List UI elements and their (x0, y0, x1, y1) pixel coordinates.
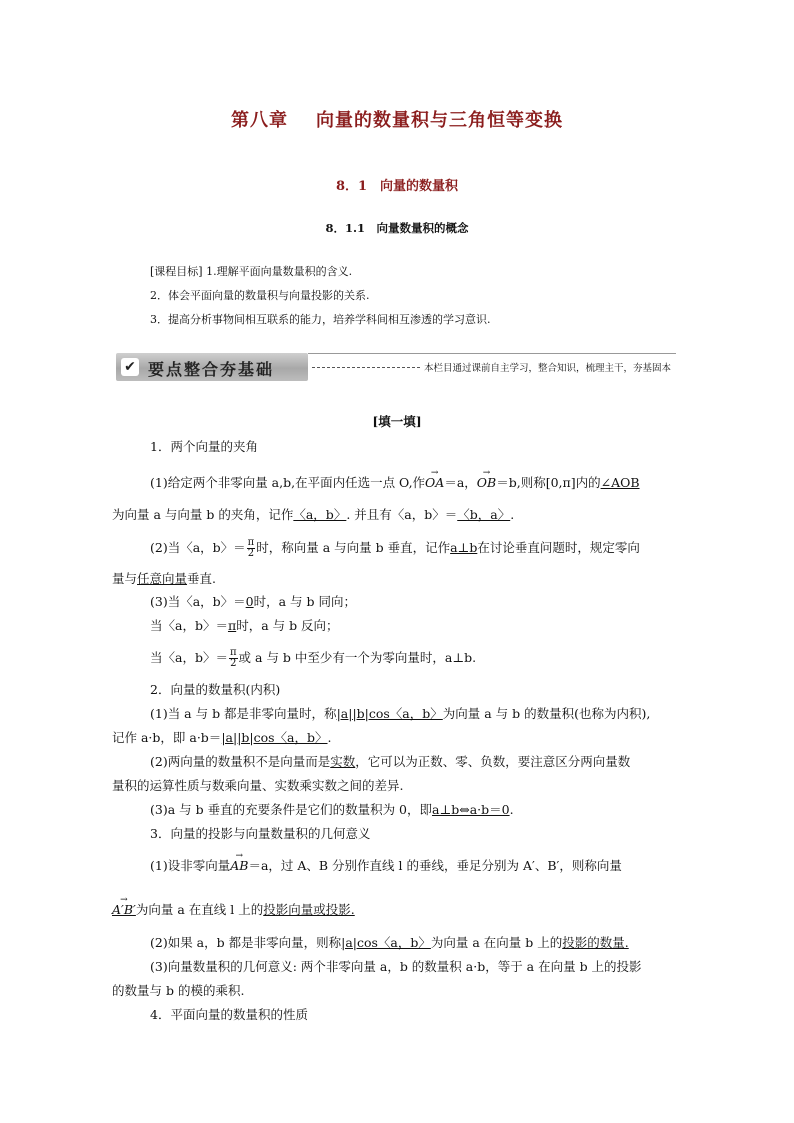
answer-projection: 投影向量或投影. (263, 902, 355, 917)
check-icon: ✔ (121, 358, 139, 376)
heading-4: 4．平面向量的数量积的性质 (150, 1007, 308, 1022)
para-4: 当〈a，b〉＝π时，a 与 b 反向； (150, 618, 339, 633)
heading-3: 3．向量的投影与向量数量积的几何意义 (150, 826, 371, 841)
answer-projection-number: 投影的数量. (562, 935, 629, 950)
vector-ab: → AB (230, 857, 248, 875)
para-7-line-1: (2)两向量的数量积不是向量而是实数，它可以为正数、零、负数，要注意区分两向量数 (150, 754, 631, 769)
answer-dot-definition: |a||b|cos〈a，b〉 (336, 706, 443, 721)
answer-perp: a⊥b (450, 540, 478, 555)
answer-symmetry: 〈b，a〉 (457, 507, 511, 522)
answer-projection-formula: |a|cos〈a，b〉 (341, 935, 431, 950)
banner-label: 要点整合夯基础 (148, 360, 275, 379)
para-8: (3)a 与 b 垂直的充要条件是它们的数量积为 0，即a⊥b⇔a·b＝0. (150, 802, 514, 817)
heading-2: 2．向量的数量积(内积) (150, 682, 281, 697)
fill-title: [填一填] (372, 414, 422, 429)
banner-dash (312, 367, 420, 368)
banner-rule (308, 353, 676, 354)
banner-box (116, 353, 308, 381)
goal-3: 3．提高分析事物间相互联系的能力，培养学科间相互渗透的学习意识. (150, 313, 491, 326)
answer-notation: 〈a，b〉 (293, 507, 347, 522)
section-banner (116, 353, 676, 381)
para-1-line-1: (1)给定两个非零向量 a,b,在平面内任选一点 O,作→ OA＝a，→ OB＝b,则称[0,π]内的∠AOB (150, 474, 640, 492)
vector-ob: → OB (477, 474, 496, 492)
para-9-line-2: → A′B′为向量 a 在直线 l 上的投影向量或投影. (112, 901, 355, 919)
answer-angle-aob: ∠AOB (600, 475, 640, 490)
para-2-line-1: (2)当〈a，b〉＝ $\frac{\pi}{2}$ 时，称向量 a 与向量 b 垂直，记作a⊥b在讨论垂直问题时，规定零向 (150, 537, 640, 559)
answer-any-vector: 任意向量 (137, 571, 188, 586)
para-5: 当〈a，b〉＝ $\frac{\pi}{2}$ 或 a 与 b 中至少有一个为零向量时，a⊥b. (150, 647, 477, 669)
para-6-line-1: (1)当 a 与 b 都是非零向量时，称|a||b|cos〈a，b〉为向量 a 与 b 的数量积(也称为内积), (150, 706, 651, 721)
para-11-line-1: (3)向量数量积的几何意义: 两个非零向量 a，b 的数量积 a·b，等于 a 在向量 b 上的投影 (150, 959, 642, 974)
answer-zero: 0 (245, 594, 254, 609)
para-3: (3)当〈a，b〉＝0时，a 与 b 同向； (150, 594, 356, 609)
chapter-title (0, 106, 794, 132)
para-7-line-2: 量积的运算性质与数乘向量、实数乘实数之间的差异. (112, 778, 404, 793)
subsection-title: 8．1.1 向量数量积的概念 (325, 221, 469, 235)
section-title: 8．1 向量的数量积 (335, 179, 459, 194)
chapter-name: 向量的数量积与三角恒等变换 (316, 110, 563, 131)
para-10: (2)如果 a，b 都是非零向量，则称|a|cos〈a，b〉为向量 a 在向量 b 上的投影的数量. (150, 935, 629, 950)
para-11-line-2: 的数量与 b 的模的乘积. (112, 983, 245, 998)
vector-a-prime-b-prime: → A′B′ (112, 901, 136, 919)
para-1-line-2: 为向量 a 与向量 b 的夹角，记作〈a，b〉. 并且有〈a，b〉＝〈b，a〉. (112, 507, 515, 522)
para-6-line-2: 记作 a·b，即 a·b＝|a||b|cos〈a，b〉. (112, 730, 332, 745)
goal-1: [课程目标] 1.理解平面向量数量积的含义. (150, 265, 353, 278)
para-9-line-1: (1)设非零向量→ AB＝a，过 A、B 分别作直线 l 的垂线，垂足分别为 A′、B′，则称向量 (150, 857, 622, 875)
goal-2: 2．体会平面向量的数量积与向量投影的关系. (150, 289, 370, 302)
answer-real-number: 实数 (330, 754, 356, 769)
vector-oa: → OA (425, 474, 444, 492)
answer-perp-condition: a⊥b⇔a·b＝0 (432, 802, 510, 817)
banner-note: 本栏目通过课前自主学习，整合知识，梳理主干，夯基固本 (424, 363, 672, 374)
fraction-pi-over-2-b: $\frac{\pi}{2}$ (229, 647, 237, 669)
chapter-number: 第八章 (231, 110, 288, 131)
heading-1: 1．两个向量的夹角 (150, 439, 258, 454)
answer-pi: π (227, 618, 237, 633)
para-2-line-2: 量与任意向量垂直. (112, 571, 217, 586)
fraction-pi-over-2: $\frac{\pi}{2}$ (247, 537, 255, 559)
answer-dot-formula: |a||b|cos〈a，b〉 (221, 730, 328, 745)
